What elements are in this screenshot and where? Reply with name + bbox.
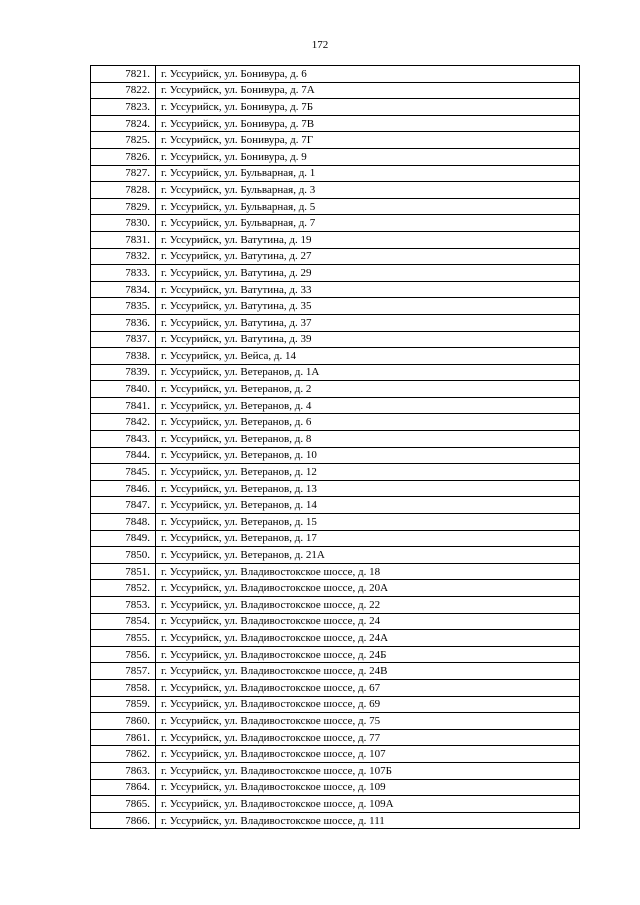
row-address: г. Уссурийск, ул. Владивостокское шоссе, д. 107Б [156, 762, 580, 779]
row-number: 7848. [91, 514, 156, 531]
table-row [91, 314, 580, 331]
row-number: 7864. [91, 779, 156, 796]
table-row [91, 397, 580, 414]
row-address: г. Уссурийск, ул. Владивостокское шоссе, д. 24Б [156, 646, 580, 663]
table-row [91, 696, 580, 713]
table-row [91, 547, 580, 564]
table-row [91, 132, 580, 149]
row-number: 7858. [91, 679, 156, 696]
row-address: г. Уссурийск, ул. Ветеранов, д. 12 [156, 464, 580, 481]
row-address: г. Уссурийск, ул. Ветеранов, д. 4 [156, 397, 580, 414]
row-number: 7856. [91, 646, 156, 663]
row-address: г. Уссурийск, ул. Владивостокское шоссе, д. 24А [156, 630, 580, 647]
row-number: 7844. [91, 447, 156, 464]
table-row [91, 99, 580, 116]
table-row [91, 165, 580, 182]
page-number: 172 [311, 39, 329, 51]
row-address: г. Уссурийск, ул. Владивостокское шоссе, д. 109А [156, 796, 580, 813]
row-address: г. Уссурийск, ул. Ватутина, д. 39 [156, 331, 580, 348]
row-number: 7843. [91, 431, 156, 448]
row-number: 7853. [91, 597, 156, 614]
row-address: г. Уссурийск, ул. Бонивура, д. 9 [156, 148, 580, 165]
row-number: 7857. [91, 663, 156, 680]
table-row [91, 348, 580, 365]
row-address: г. Уссурийск, ул. Ветеранов, д. 21А [156, 547, 580, 564]
row-number: 7846. [91, 480, 156, 497]
row-address: г. Уссурийск, ул. Бонивура, д. 7Б [156, 99, 580, 116]
row-address: г. Уссурийск, ул. Бульварная, д. 7 [156, 215, 580, 232]
table-row [91, 447, 580, 464]
row-number: 7849. [91, 530, 156, 547]
row-number: 7850. [91, 547, 156, 564]
table-row [91, 464, 580, 481]
row-address: г. Уссурийск, ул. Владивостокское шоссе, д. 20А [156, 580, 580, 597]
table-row [91, 497, 580, 514]
row-address: г. Уссурийск, ул. Ватутина, д. 37 [156, 314, 580, 331]
row-number: 7824. [91, 115, 156, 132]
row-address: г. Уссурийск, ул. Владивостокское шоссе, д. 77 [156, 729, 580, 746]
row-number: 7833. [91, 265, 156, 282]
table-row [91, 281, 580, 298]
row-number: 7825. [91, 132, 156, 149]
table-row [91, 679, 580, 696]
row-address: г. Уссурийск, ул. Владивостокское шоссе, д. 107 [156, 746, 580, 763]
table-row [91, 630, 580, 647]
row-address: г. Уссурийск, ул. Бонивура, д. 7Г [156, 132, 580, 149]
table-row [91, 729, 580, 746]
table-row [91, 779, 580, 796]
row-address: г. Уссурийск, ул. Бонивура, д. 7А [156, 82, 580, 99]
table-row [91, 381, 580, 398]
row-address: г. Уссурийск, ул. Владивостокское шоссе, д. 111 [156, 812, 580, 829]
row-number: 7851. [91, 563, 156, 580]
table-row [91, 265, 580, 282]
row-address: г. Уссурийск, ул. Ветеранов, д. 1А [156, 364, 580, 381]
row-number: 7836. [91, 314, 156, 331]
row-address: г. Уссурийск, ул. Бонивура, д. 6 [156, 66, 580, 83]
row-number: 7859. [91, 696, 156, 713]
row-address: г. Уссурийск, ул. Владивостокское шоссе, д. 67 [156, 679, 580, 696]
table-row [91, 663, 580, 680]
address-table [90, 65, 580, 829]
table-row [91, 115, 580, 132]
row-address: г. Уссурийск, ул. Вейса, д. 14 [156, 348, 580, 365]
table-row [91, 248, 580, 265]
table-row [91, 182, 580, 199]
row-number: 7863. [91, 762, 156, 779]
row-number: 7828. [91, 182, 156, 199]
row-number: 7847. [91, 497, 156, 514]
row-address: г. Уссурийск, ул. Ветеранов, д. 10 [156, 447, 580, 464]
row-number: 7839. [91, 364, 156, 381]
row-address: г. Уссурийск, ул. Ветеранов, д. 6 [156, 414, 580, 431]
row-address: г. Уссурийск, ул. Ветеранов, д. 2 [156, 381, 580, 398]
table-row [91, 746, 580, 763]
row-address: г. Уссурийск, ул. Владивостокское шоссе, д. 75 [156, 713, 580, 730]
table-row [91, 331, 580, 348]
row-number: 7837. [91, 331, 156, 348]
row-address: г. Уссурийск, ул. Владивостокское шоссе, д. 109 [156, 779, 580, 796]
row-number: 7831. [91, 231, 156, 248]
address-table-body [91, 66, 580, 829]
row-address: г. Уссурийск, ул. Ветеранов, д. 8 [156, 431, 580, 448]
row-number: 7845. [91, 464, 156, 481]
table-row [91, 762, 580, 779]
row-number: 7861. [91, 729, 156, 746]
row-address: г. Уссурийск, ул. Бульварная, д. 1 [156, 165, 580, 182]
row-number: 7835. [91, 298, 156, 315]
row-address: г. Уссурийск, ул. Бонивура, д. 7В [156, 115, 580, 132]
table-row [91, 198, 580, 215]
row-number: 7822. [91, 82, 156, 99]
row-number: 7830. [91, 215, 156, 232]
table-row [91, 580, 580, 597]
row-number: 7832. [91, 248, 156, 265]
row-number: 7855. [91, 630, 156, 647]
row-number: 7841. [91, 397, 156, 414]
table-row [91, 812, 580, 829]
row-number: 7826. [91, 148, 156, 165]
row-address: г. Уссурийск, ул. Ватутина, д. 35 [156, 298, 580, 315]
table-row [91, 66, 580, 83]
table-row [91, 563, 580, 580]
row-address: г. Уссурийск, ул. Ватутина, д. 29 [156, 265, 580, 282]
table-row [91, 514, 580, 531]
table-row [91, 480, 580, 497]
table-row [91, 530, 580, 547]
row-address: г. Уссурийск, ул. Ветеранов, д. 17 [156, 530, 580, 547]
table-row [91, 646, 580, 663]
table-row [91, 713, 580, 730]
table-row [91, 597, 580, 614]
row-address: г. Уссурийск, ул. Ветеранов, д. 15 [156, 514, 580, 531]
row-number: 7842. [91, 414, 156, 431]
row-number: 7866. [91, 812, 156, 829]
row-number: 7829. [91, 198, 156, 215]
row-address: г. Уссурийск, ул. Ватутина, д. 27 [156, 248, 580, 265]
row-number: 7860. [91, 713, 156, 730]
row-address: г. Уссурийск, ул. Владивостокское шоссе, д. 18 [156, 563, 580, 580]
table-row [91, 148, 580, 165]
row-address: г. Уссурийск, ул. Бульварная, д. 5 [156, 198, 580, 215]
row-number: 7823. [91, 99, 156, 116]
row-address: г. Уссурийск, ул. Ватутина, д. 19 [156, 231, 580, 248]
row-address: г. Уссурийск, ул. Владивостокское шоссе, д. 69 [156, 696, 580, 713]
row-address: г. Уссурийск, ул. Владивостокское шоссе, д. 22 [156, 597, 580, 614]
table-row [91, 613, 580, 630]
row-address: г. Уссурийск, ул. Ветеранов, д. 13 [156, 480, 580, 497]
row-number: 7838. [91, 348, 156, 365]
row-address: г. Уссурийск, ул. Ветеранов, д. 14 [156, 497, 580, 514]
row-number: 7821. [91, 66, 156, 83]
row-number: 7852. [91, 580, 156, 597]
table-row [91, 796, 580, 813]
table-row [91, 231, 580, 248]
table-row [91, 215, 580, 232]
row-number: 7865. [91, 796, 156, 813]
row-number: 7840. [91, 381, 156, 398]
row-address: г. Уссурийск, ул. Владивостокское шоссе, д. 24 [156, 613, 580, 630]
table-row [91, 431, 580, 448]
row-number: 7862. [91, 746, 156, 763]
row-number: 7854. [91, 613, 156, 630]
table-row [91, 364, 580, 381]
row-number: 7827. [91, 165, 156, 182]
table-row [91, 298, 580, 315]
row-address: г. Уссурийск, ул. Ватутина, д. 33 [156, 281, 580, 298]
row-number: 7834. [91, 281, 156, 298]
row-address: г. Уссурийск, ул. Бульварная, д. 3 [156, 182, 580, 199]
table-row [91, 414, 580, 431]
row-address: г. Уссурийск, ул. Владивостокское шоссе, д. 24В [156, 663, 580, 680]
table-row [91, 82, 580, 99]
